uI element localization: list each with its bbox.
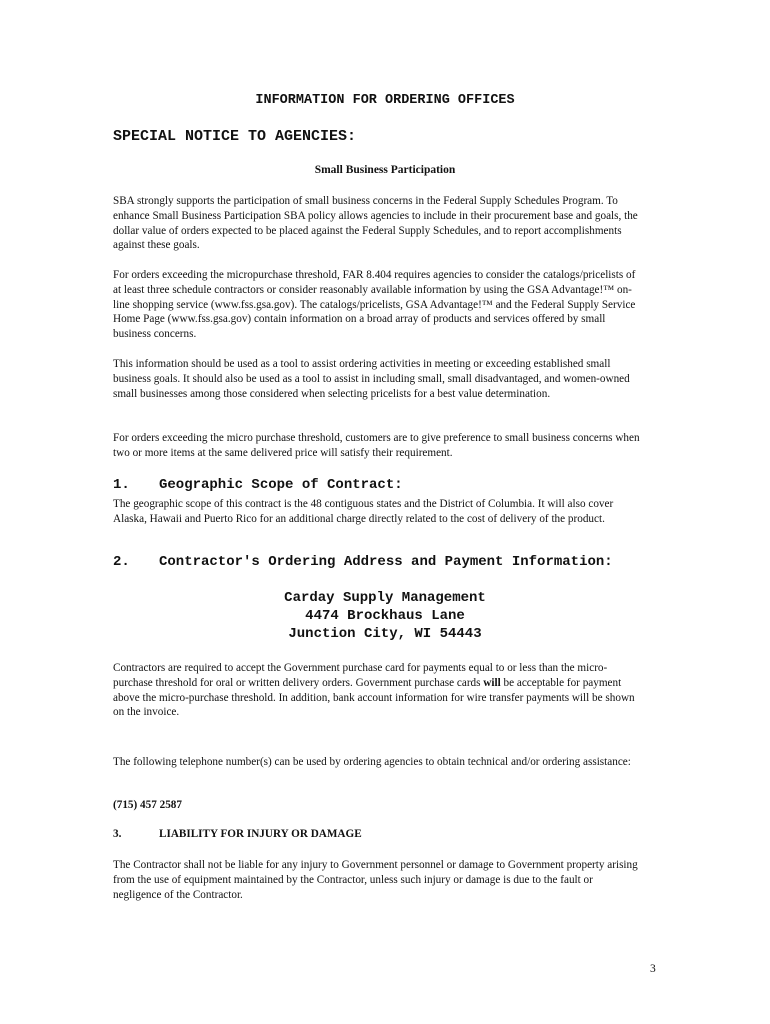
special-notice-heading: SPECIAL NOTICE TO AGENCIES: — [113, 128, 357, 145]
page-number: 3 — [650, 963, 656, 975]
section-title: Geographic Scope of Contract: — [159, 477, 403, 493]
paragraph-micropurchase: For orders exceeding the micropurchase threshold, FAR 8.404 requires agencies to consider the catalogs/pricelists of at least three schedule contractors or consider reasonably available information by using the GSA Advantage!™ on-line shopping service (www.fss.gsa.gov). The catalogs/pricelists, GSA Advantage!™ and the Federal Supply Service Home Page (www.fss.gsa.gov) contain information on a broad array of products and services offered by small business concerns. — [113, 269, 636, 341]
section-3-heading — [113, 828, 362, 840]
section-title: LIABILITY FOR INJURY OR DAMAGE — [159, 828, 362, 840]
phone-number: (715) 457 2587 — [113, 799, 182, 811]
paragraph-liability: The Contractor shall not be liable for any injury to Government personnel or damage to Government property arising from the use of equipment maintained by the Contractor, unless such injury or damage is due to the fault or negligence of the Contractor. — [113, 859, 638, 901]
small-business-subheading: Small Business Participation — [314, 164, 456, 176]
payment-text-start: Contractors are required to accept the Government purchase card for payments equal to or less than the micro-purchase threshold for oral or written delivery orders. Government purchase cards — [113, 662, 608, 689]
section-number: 3. — [113, 828, 122, 840]
section-1-heading — [113, 477, 403, 493]
street-address: 4474 Brockhaus Lane — [305, 608, 465, 624]
section-number: 2. — [113, 554, 130, 570]
city-state-zip: Junction City, WI 54443 — [288, 626, 482, 642]
paragraph-telephone: The following telephone number(s) can be used by ordering agencies to obtain technical and/or ordering assistance: — [113, 756, 631, 768]
paragraph-payment — [113, 661, 643, 720]
paragraph-sba-support: SBA strongly supports the participation of small business concerns in the Federal Supply Schedules Program. To enhance Small Business Participation SBA policy allows agencies to include in their procurement base and goals, the dollar value of orders expected to be placed against the Federal Supply Schedules, and to report accomplishments against these goals. — [113, 195, 638, 252]
payment-emphasis: will — [483, 676, 501, 689]
paragraph-geographic-scope: The geographic scope of this contract is the 48 contiguous states and the District of Columbia. It will also cover Alaska, Hawaii and Puerto Rico for an additional charge directly related to the cost of delivery of the product. — [113, 498, 614, 525]
paragraph-tool-usage: This information should be used as a tool to assist ordering activities in meeting or exceeding established small business goals. It should also be used as a tool to assist in including small, small disadvantaged, and women-owned small businesses among those considered when selecting pricelists for a best value determination. — [113, 358, 630, 400]
section-title: Contractor's Ordering Address and Payment Information: — [159, 554, 613, 570]
payment-text-end: be acceptable for payment above the micro-purchase threshold. In addition, bank account information for wire transfer payments will be shown on the invoice. — [113, 676, 635, 719]
contractor-address — [0, 589, 770, 643]
section-2-heading — [113, 554, 613, 570]
paragraph-preference: For orders exceeding the micro purchase threshold, customers are to give preference to small business concerns when two or more items at the same delivered price will satisfy their requirement. — [113, 432, 640, 459]
page-title: INFORMATION FOR ORDERING OFFICES — [255, 93, 515, 108]
section-number: 1. — [113, 477, 130, 493]
company-name: Carday Supply Management — [284, 590, 486, 606]
